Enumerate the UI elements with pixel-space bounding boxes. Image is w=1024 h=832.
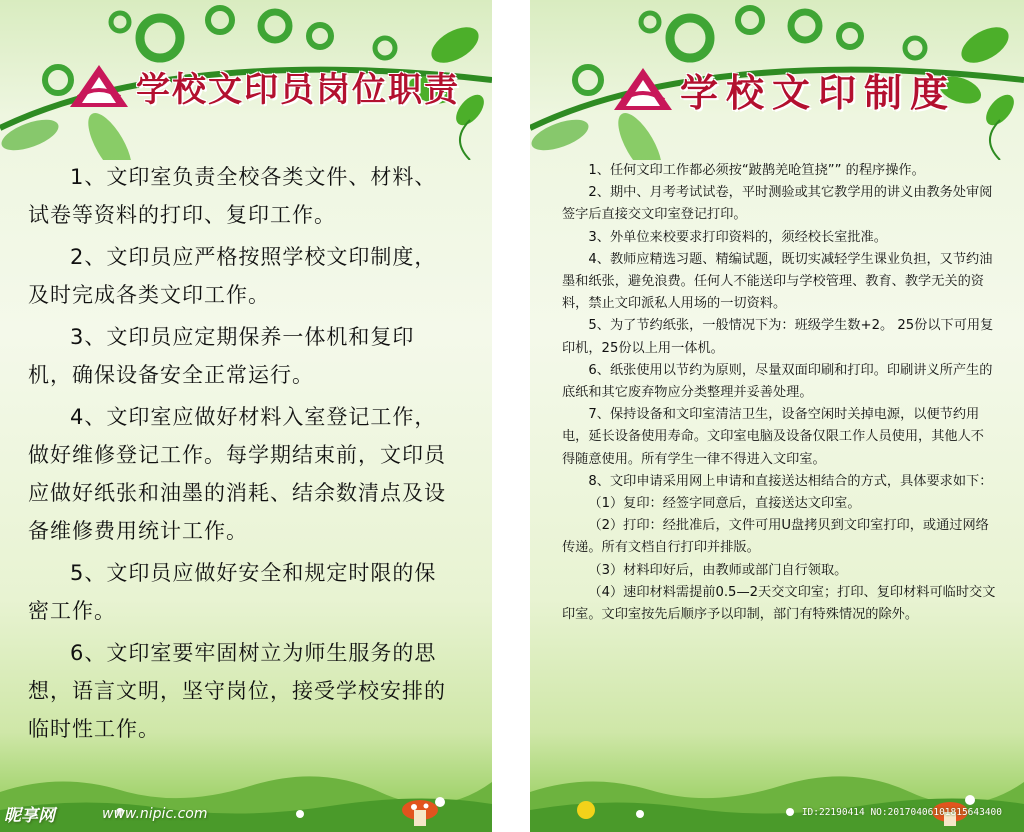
chick-icon <box>577 801 595 819</box>
page-title-left: 学校文印员岗位职责 <box>136 70 460 110</box>
school-emblem-icon <box>68 63 130 111</box>
duty-item: 3、文印员应定期保养一体机和复印机，确保设备安全正常运行。 <box>28 325 415 387</box>
policy-item: 1、任何文印工作都必须按“跛鹊羌呛笪挠”” 的程序操作。 <box>588 163 925 178</box>
watermark-logo: 昵享网 <box>4 806 55 826</box>
policy-item: 7、保持设备和文印室清洁卫生，设备空闲时关掉电源，以便节约用电，延长设备使用寿命。文印室电脑及设备仅限工作人员使用，其他人不得随意使用。所有学生一律不得进入文印室。 <box>562 407 984 467</box>
policy-list <box>562 160 996 626</box>
duty-list <box>28 158 458 752</box>
duty-item: 6、文印室要牢固树立为师生服务的思想，语言文明，坚守岗位，接受学校安排的临时性工作。 <box>28 641 446 741</box>
title-bar-right <box>612 62 956 117</box>
watermark-url: www.nipic.com <box>102 806 208 822</box>
left-board <box>0 0 492 832</box>
policy-item: 4、教师应精选习题、精编试题，既切实减轻学生课业负担，又节约油墨和纸张，避免浪费。任何人不能送印与学校管理、教育、教学无关的资料，禁止文印派私人用场的一切资料。 <box>562 251 993 312</box>
page-title-right: 学校文印制度 <box>680 71 957 115</box>
policy-item: 2、期中、月考考试试卷，平时测验或其它教学用的讲义由教务处审阅签字后直接交文印室登记打印。 <box>562 185 993 223</box>
policy-item: 6、纸张使用以节约为原则，尽量双面印刷和打印。印刷讲义所产生的底纸和其它废弃物应分类整理并妥善处理。 <box>562 362 993 401</box>
grass-decoration-left <box>0 752 492 832</box>
policy-item: （4）速印材料需提前0.5—2天交文印室；打印、复印材料可临时交文印室。文印室按先后顺序予以印制，部门有特殊情况的除外。 <box>562 584 996 623</box>
school-emblem-icon <box>612 66 674 114</box>
policy-item: 5、为了节约纸张，一般情况下为：班级学生数+2。 25份以下可用复印机，25份以上用一体机。 <box>562 318 994 356</box>
duty-item: 2、文印员应严格按照学校文印制度，及时完成各类文印工作。 <box>28 245 437 307</box>
policy-item: （2）打印：经批准后，文件可用U盘拷贝到文印室打印，或通过网络传递。所有文档自行打印并排版。 <box>562 518 989 556</box>
grass-decoration-right <box>530 752 1024 832</box>
policy-item: （1）复印：经签字同意后，直接送达文印室。 <box>588 496 861 512</box>
policy-item: 3、外单位来校要求打印资料的，须经校长室批准。 <box>588 229 887 245</box>
duty-item: 5、文印员应做好安全和规定时限的保密工作。 <box>28 561 437 623</box>
duty-item: 4、文印室应做好材料入室登记工作，做好维修登记工作。每学期结束前，文印员应做好纸张和油墨的消耗、结余数清点及设备维修费用统计工作。 <box>28 405 446 543</box>
watermark-id: ID:22190414 NO:20170406101815643400 <box>801 807 1002 818</box>
title-bar-left <box>68 62 460 111</box>
policy-item: 8、文印申请采用网上申请和直接送达相结合的方式，具体要求如下： <box>588 473 993 489</box>
duty-item: 1、文印室负责全校各类文件、材料、试卷等资料的打印、复印工作。 <box>28 165 437 227</box>
policy-item: （3）材料印好后，由教师或部门自行领取。 <box>588 562 848 578</box>
